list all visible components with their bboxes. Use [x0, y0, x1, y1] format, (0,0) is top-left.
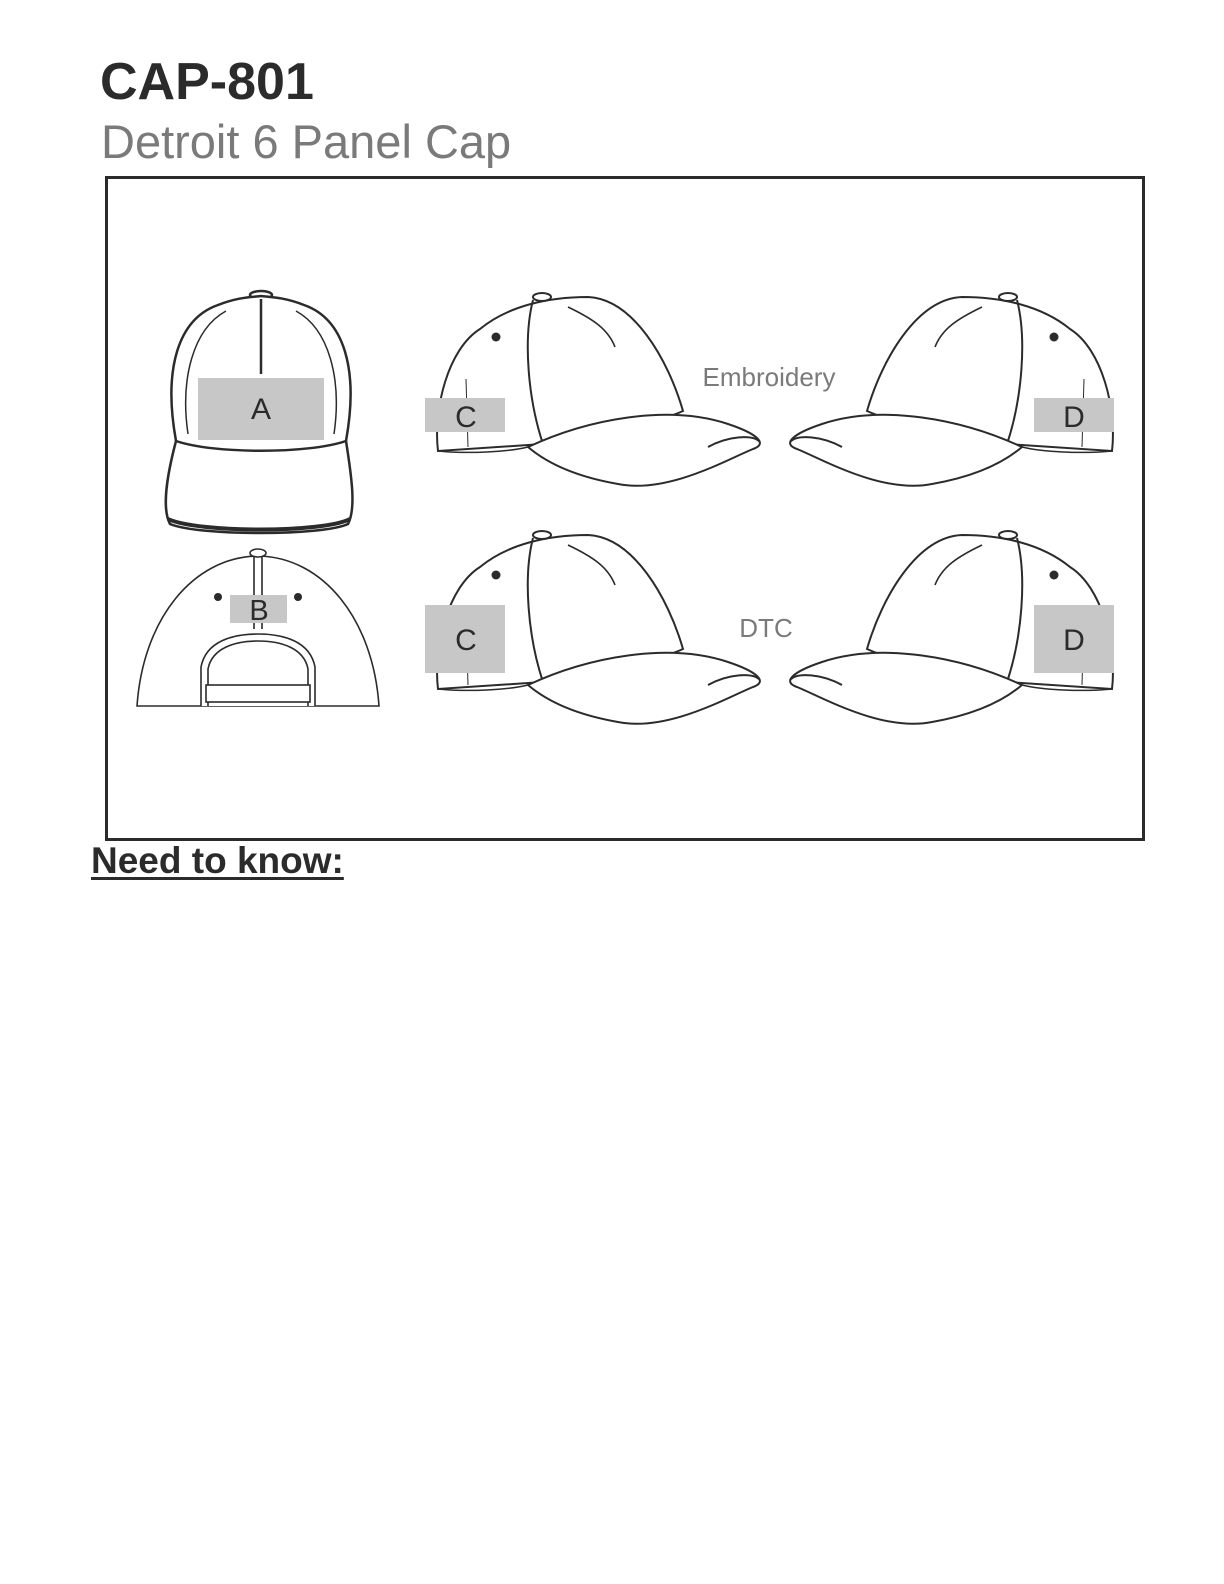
cap-side-right-row1 — [790, 293, 1113, 486]
zone-b-label: B — [249, 595, 269, 627]
product-code: CAP-801 — [100, 53, 314, 111]
method-label-dtc: DTC — [739, 613, 793, 643]
cap-back-view — [137, 549, 379, 706]
method-label-embroidery: Embroidery — [702, 362, 836, 392]
need-to-know-heading: Need to know: — [91, 840, 344, 881]
zone-a-label: A — [250, 393, 272, 426]
zone-c-label-row1: C — [455, 401, 477, 434]
zone-d-label-row2: D — [1063, 624, 1085, 657]
zone-c-label-row2: C — [455, 624, 477, 657]
zone-d-label-row1: D — [1063, 401, 1085, 434]
decoration-diagram-frame — [105, 176, 1145, 841]
product-name: Detroit 6 Panel Cap — [101, 115, 512, 168]
cap-diagram — [108, 179, 1142, 838]
